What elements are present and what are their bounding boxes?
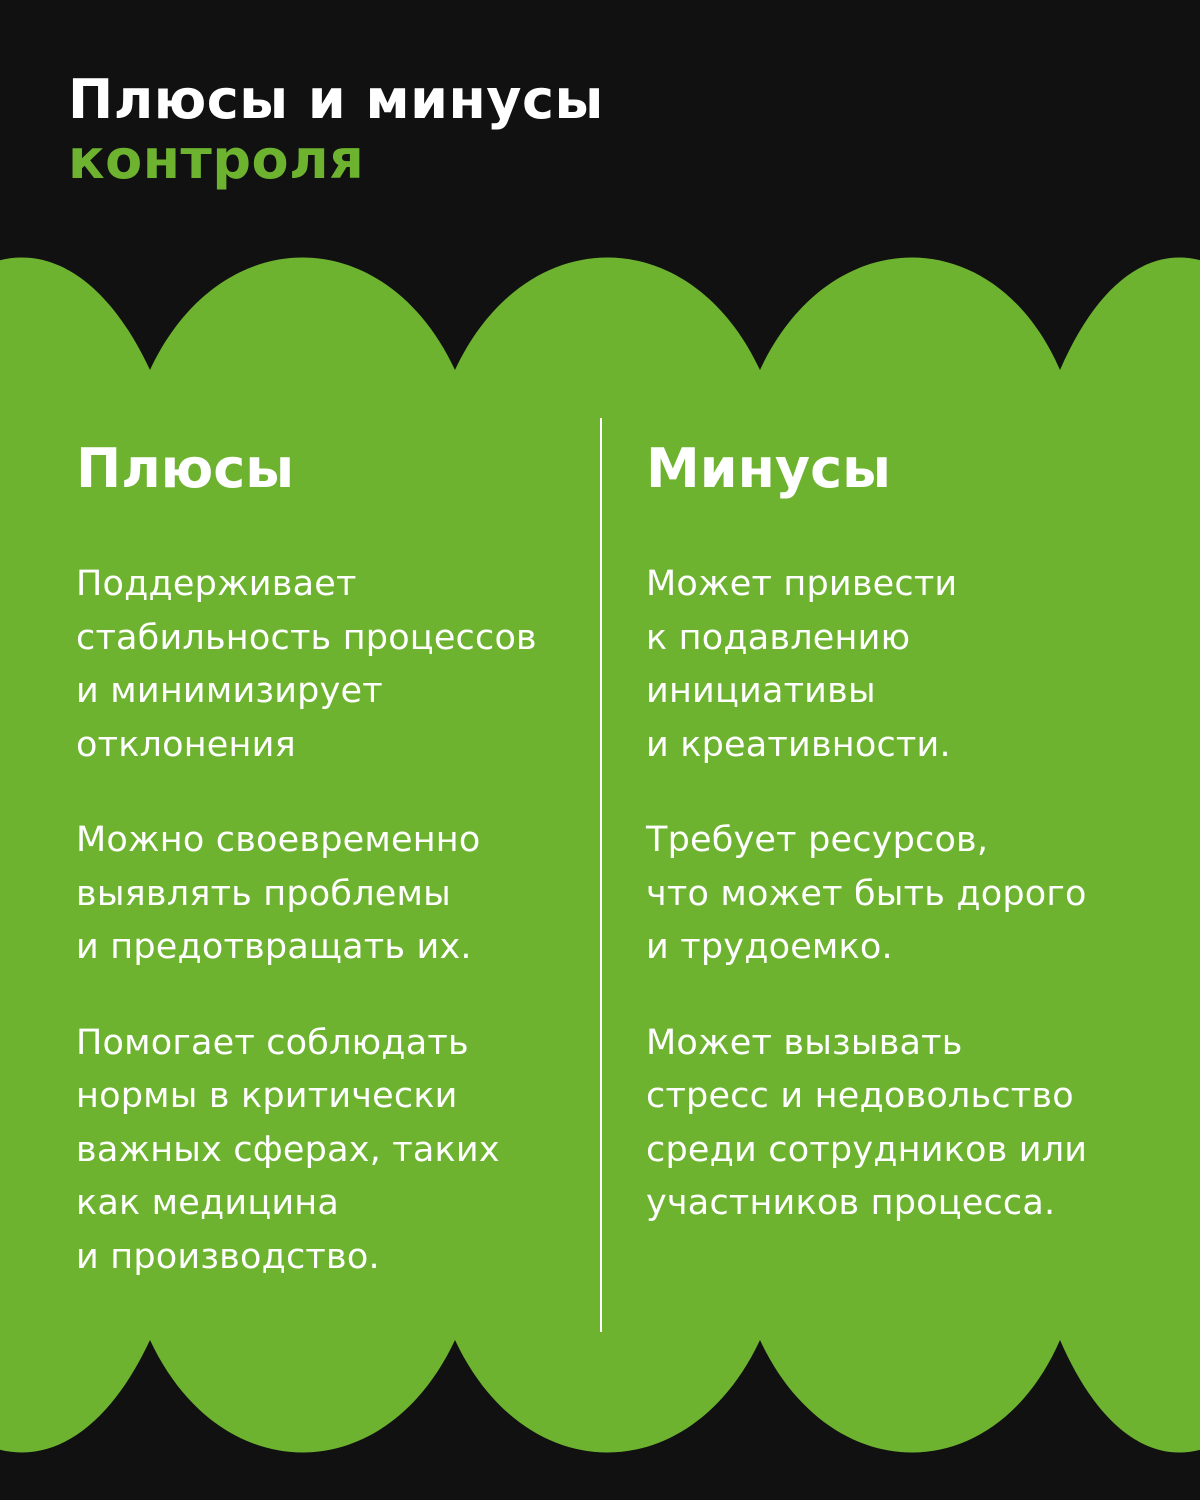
cons-column [646,438,1146,1273]
pros-item-line: и минимизирует [76,671,383,711]
pros-item-line: Можно своевременно [76,820,481,860]
cons-item-line: участников процесса. [646,1183,1056,1223]
cons-item [646,1017,1146,1231]
cons-item-line: к подавлению [646,617,911,658]
page-title-line-1: Плюсы и минусы [68,68,604,131]
cons-item-line: Может привести [646,564,958,604]
pros-item [76,814,576,975]
cons-item-line: и креативности. [646,724,951,765]
pros-item-line: выявлять проблемы [76,873,451,914]
pros-item-line: Поддерживает [76,564,357,604]
pros-item [76,558,576,772]
cons-item-line: что может быть дорого [646,873,1087,914]
pros-item-line: важных сферах, таких [76,1129,500,1170]
cons-heading: Минусы [646,437,891,500]
pros-item [76,1017,576,1285]
cons-item-line: Требует ресурсов, [646,820,989,860]
cons-item-line: Может вызывать [646,1022,963,1063]
pros-column [76,438,576,1326]
cons-item-line: инициативы [646,671,876,711]
page-title-line-2: контроля [68,128,365,191]
cons-item-line: стресс и недовольство [646,1076,1074,1116]
pros-item-line: отклонения [76,724,296,765]
pros-item-line: и производство. [76,1236,380,1277]
pros-item-line: стабильность процессов [76,617,537,658]
pros-item-line: и предотвращать их. [76,927,472,967]
pros-heading: Плюсы [76,437,295,500]
cons-item [646,558,1146,772]
header [68,70,1068,190]
cons-item [646,814,1146,975]
column-divider [600,418,602,1332]
pros-item-line: нормы в критически [76,1076,458,1116]
pros-item-line: Помогает соблюдать [76,1022,469,1063]
pros-item-line: как медицина [76,1183,340,1223]
cons-item-line: и трудоемко. [646,927,893,967]
cons-item-line: среди сотрудников или [646,1129,1088,1170]
